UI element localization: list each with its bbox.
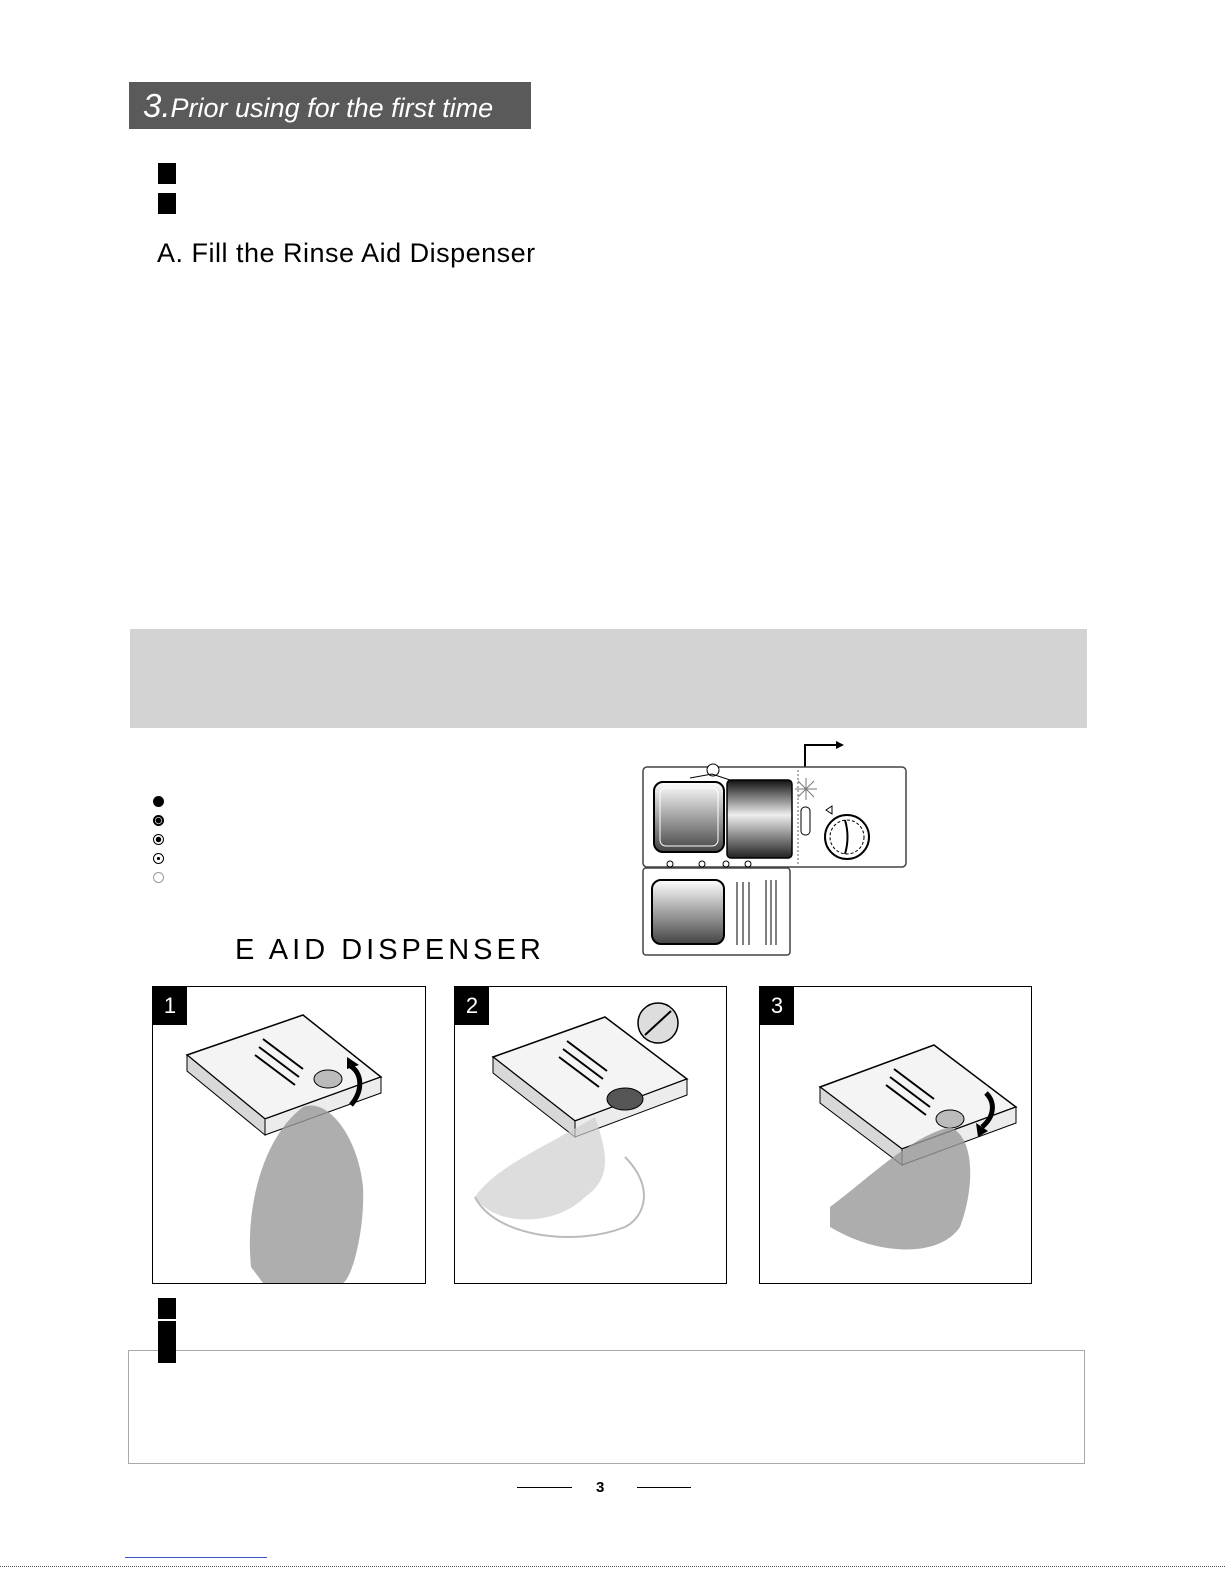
- bottom-dotted-rule: [0, 1566, 1225, 1567]
- dispenser-label: E AID DISPENSER: [235, 934, 545, 966]
- marker-square: [158, 193, 176, 214]
- section-title: Prior using for the first time: [170, 93, 494, 123]
- notice-box: [128, 1350, 1085, 1464]
- marker-square: [158, 1342, 176, 1363]
- marker-square: [158, 1298, 176, 1319]
- page-number: 3: [596, 1479, 605, 1496]
- step-panel-3: [759, 986, 1032, 1284]
- indicator-full-icon: [153, 796, 164, 807]
- footer-rule: [517, 1487, 572, 1488]
- step-panel-2: [454, 986, 727, 1284]
- section-heading: [129, 82, 531, 129]
- indicator-empty-icon: [153, 872, 164, 883]
- step-number-badge: 3: [760, 987, 794, 1025]
- step-1-illustration: [153, 987, 425, 1283]
- indicator-three-quarters-icon: [153, 815, 164, 826]
- step-2-illustration: [455, 987, 726, 1283]
- step-panel-1: [152, 986, 426, 1284]
- step-number-badge: 1: [153, 987, 187, 1025]
- bottom-link-rule: [125, 1557, 267, 1558]
- section-number: 3.: [143, 87, 171, 124]
- marker-square: [158, 163, 176, 184]
- indicator-half-icon: [153, 834, 164, 845]
- dispenser-diagram: [640, 740, 912, 960]
- step-number-badge: 2: [455, 987, 489, 1025]
- marker-square: [158, 1321, 176, 1342]
- footer-rule: [637, 1487, 691, 1488]
- indicator-quarter-icon: [153, 853, 164, 864]
- subsection-title: A. Fill the Rinse Aid Dispenser: [157, 238, 536, 268]
- note-band: [130, 629, 1087, 728]
- step-3-illustration: [760, 987, 1031, 1283]
